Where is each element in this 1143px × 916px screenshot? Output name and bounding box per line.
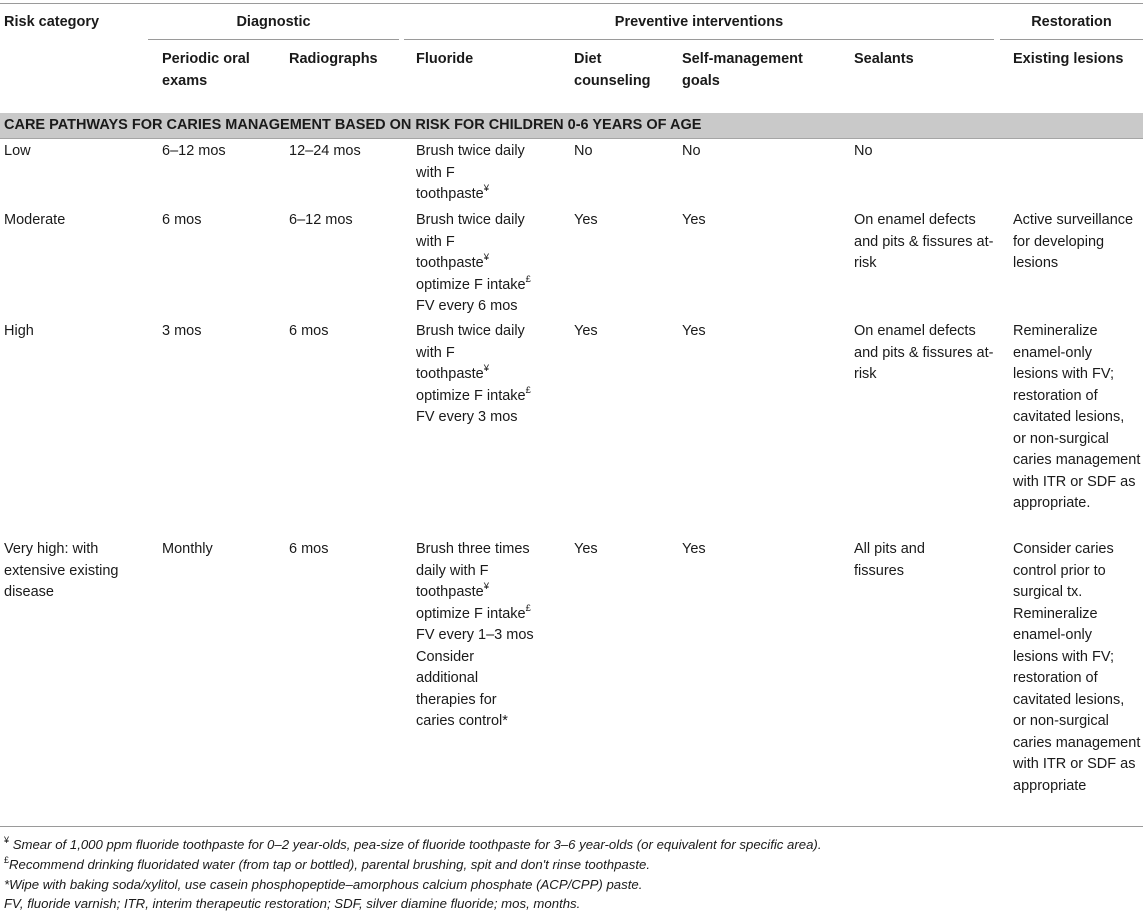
- fluoride-line: with F: [416, 344, 455, 361]
- fluoride-line: FV every 6 mos: [416, 298, 518, 314]
- radiograph-interval-cell: 12–24 mos: [289, 143, 361, 159]
- yen-footnote-marker: ¥: [483, 363, 490, 375]
- fluoride-line: with F: [416, 233, 455, 250]
- fluoride-line: with F: [416, 164, 455, 181]
- fluoride-line: [416, 386, 566, 408]
- header-existing-lesions: Existing lesions: [1013, 51, 1124, 67]
- fluoride-line: Brush twice daily: [416, 143, 525, 159]
- fluoride-text: toothpaste: [416, 255, 484, 271]
- section-title: CARE PATHWAYS FOR CARIES MANAGEMENT BASED ON RISK FOR CHILDREN 0-6 YEARS OF AGE: [4, 117, 702, 133]
- self-management-cell: Yes: [682, 212, 706, 228]
- header-self-management: Self-management goals: [682, 51, 803, 89]
- restoration-cell: Active surveillance for developing lesions: [1013, 212, 1134, 271]
- fluoride-line: [416, 253, 566, 275]
- fluoride-cell: [416, 141, 566, 206]
- fluoride-text: toothpaste: [416, 186, 484, 202]
- header-risk-category: Risk category: [4, 14, 100, 30]
- diet-cell: Yes: [574, 323, 598, 339]
- restoration-group-rule: [1000, 39, 1143, 40]
- fluoride-line: FV every 3 mos: [416, 409, 518, 425]
- footnote-text: Smear of 1,000 ppm fluoride toothpaste for 0–2 year-olds, pea-size of fluoride toothpaste for 3–6 year-olds (or equivalent for specific area).: [12, 837, 822, 852]
- restoration-cell: Remineralize enamel-only lesions with FV; restoration of cavitated lesions, or non-surgical caries management with ITR or SDF as appropriate.: [1013, 323, 1141, 511]
- fluoride-line: Consider additional therapies for caries control*: [416, 648, 508, 729]
- yen-footnote-marker: ¥: [483, 252, 490, 264]
- table-top-rule: [0, 3, 1143, 4]
- risk-category-cell: Moderate: [4, 212, 66, 228]
- self-management-cell: Yes: [682, 541, 706, 557]
- diagnostic-group-rule: [148, 39, 399, 40]
- radiograph-interval-cell: 6 mos: [289, 323, 329, 339]
- fluoride-cell: [416, 539, 546, 733]
- fluoride-text: optimize F intake: [416, 605, 526, 622]
- restoration-cell: Consider caries control prior to surgical tx. Remineralize enamel-only lesions with FV; restoration of cavitated lesions, or non-surgical caries management with ITR or SDF as appropriate: [1013, 541, 1141, 794]
- header-diet-counseling: Diet counseling: [574, 51, 651, 89]
- fluoride-line: FV every 1–3 mos: [416, 627, 534, 643]
- pound-footnote-marker: £: [525, 602, 531, 614]
- pound-footnote-marker: £: [525, 384, 531, 396]
- pound-footnote-marker: £: [4, 854, 10, 865]
- risk-category-cell: Very high: with extensive existing disease: [4, 541, 119, 600]
- footnote-text: Recommend drinking fluoridated water (from tap or bottled), parental brushing, spit and don't rinse toothpaste.: [9, 857, 651, 872]
- header-sealants: Sealants: [854, 51, 914, 67]
- table-bottom-rule: [0, 826, 1143, 827]
- header-periodic-exams: Periodic oral exams: [162, 51, 250, 89]
- fluoride-line: [416, 604, 546, 626]
- yen-footnote-marker: ¥: [4, 834, 10, 845]
- fluoride-text: optimize F intake: [416, 276, 526, 293]
- footnote-abbreviations: FV, fluoride varnish; ITR, interim therapeutic restoration; SDF, silver diamine fluoride; mos, months.: [4, 896, 581, 911]
- fluoride-text: toothpaste: [416, 584, 484, 600]
- fluoride-text: toothpaste: [416, 366, 484, 382]
- header-group-diagnostic: Diagnostic: [236, 14, 311, 30]
- sealants-cell: All pits and fissures: [854, 541, 925, 579]
- pound-footnote-marker: £: [525, 273, 531, 285]
- exam-interval-cell: 3 mos: [162, 323, 202, 339]
- risk-category-cell: High: [4, 323, 34, 339]
- self-management-cell: Yes: [682, 323, 706, 339]
- fluoride-cell: [416, 321, 566, 429]
- exam-interval-cell: Monthly: [162, 541, 213, 557]
- yen-footnote-marker: ¥: [483, 183, 490, 195]
- exam-interval-cell: 6 mos: [162, 212, 202, 228]
- fluoride-line: [416, 582, 546, 604]
- header-fluoride: Fluoride: [416, 51, 474, 67]
- yen-footnote-marker: ¥: [483, 581, 490, 593]
- self-management-cell: No: [682, 143, 701, 159]
- radiograph-interval-cell: 6 mos: [289, 541, 329, 557]
- fluoride-cell: [416, 210, 566, 318]
- footnote-yen: [4, 835, 822, 855]
- fluoride-line: daily with F: [416, 562, 489, 579]
- fluoride-line: Brush twice daily: [416, 212, 525, 228]
- preventive-group-rule: [404, 39, 994, 40]
- fluoride-line: [416, 364, 566, 386]
- fluoride-line: [416, 184, 566, 206]
- sealants-cell: No: [854, 143, 873, 159]
- diet-cell: Yes: [574, 212, 598, 228]
- exam-interval-cell: 6–12 mos: [162, 143, 226, 159]
- diet-cell: Yes: [574, 541, 598, 557]
- fluoride-line: Brush three times: [416, 541, 530, 557]
- radiograph-interval-cell: 6–12 mos: [289, 212, 353, 228]
- footnote-star: *Wipe with baking soda/xylitol, use casein phosphopeptide–amorphous calcium phosphate (ACP/CPP) paste.: [4, 877, 643, 892]
- section-band: [0, 113, 1143, 139]
- header-group-preventive: Preventive interventions: [614, 14, 784, 30]
- diet-cell: No: [574, 143, 593, 159]
- fluoride-text: optimize F intake: [416, 387, 526, 404]
- sealants-cell: On enamel defects and pits & fissures at-risk: [854, 212, 994, 271]
- sealants-cell: On enamel defects and pits & fissures at-risk: [854, 323, 994, 382]
- fluoride-line: [416, 275, 566, 297]
- risk-category-cell: Low: [4, 143, 31, 159]
- fluoride-line: Brush twice daily: [416, 323, 525, 339]
- header-radiographs: Radiographs: [289, 51, 378, 67]
- header-group-restoration: Restoration: [1031, 14, 1112, 30]
- footnote-pound: [4, 855, 650, 875]
